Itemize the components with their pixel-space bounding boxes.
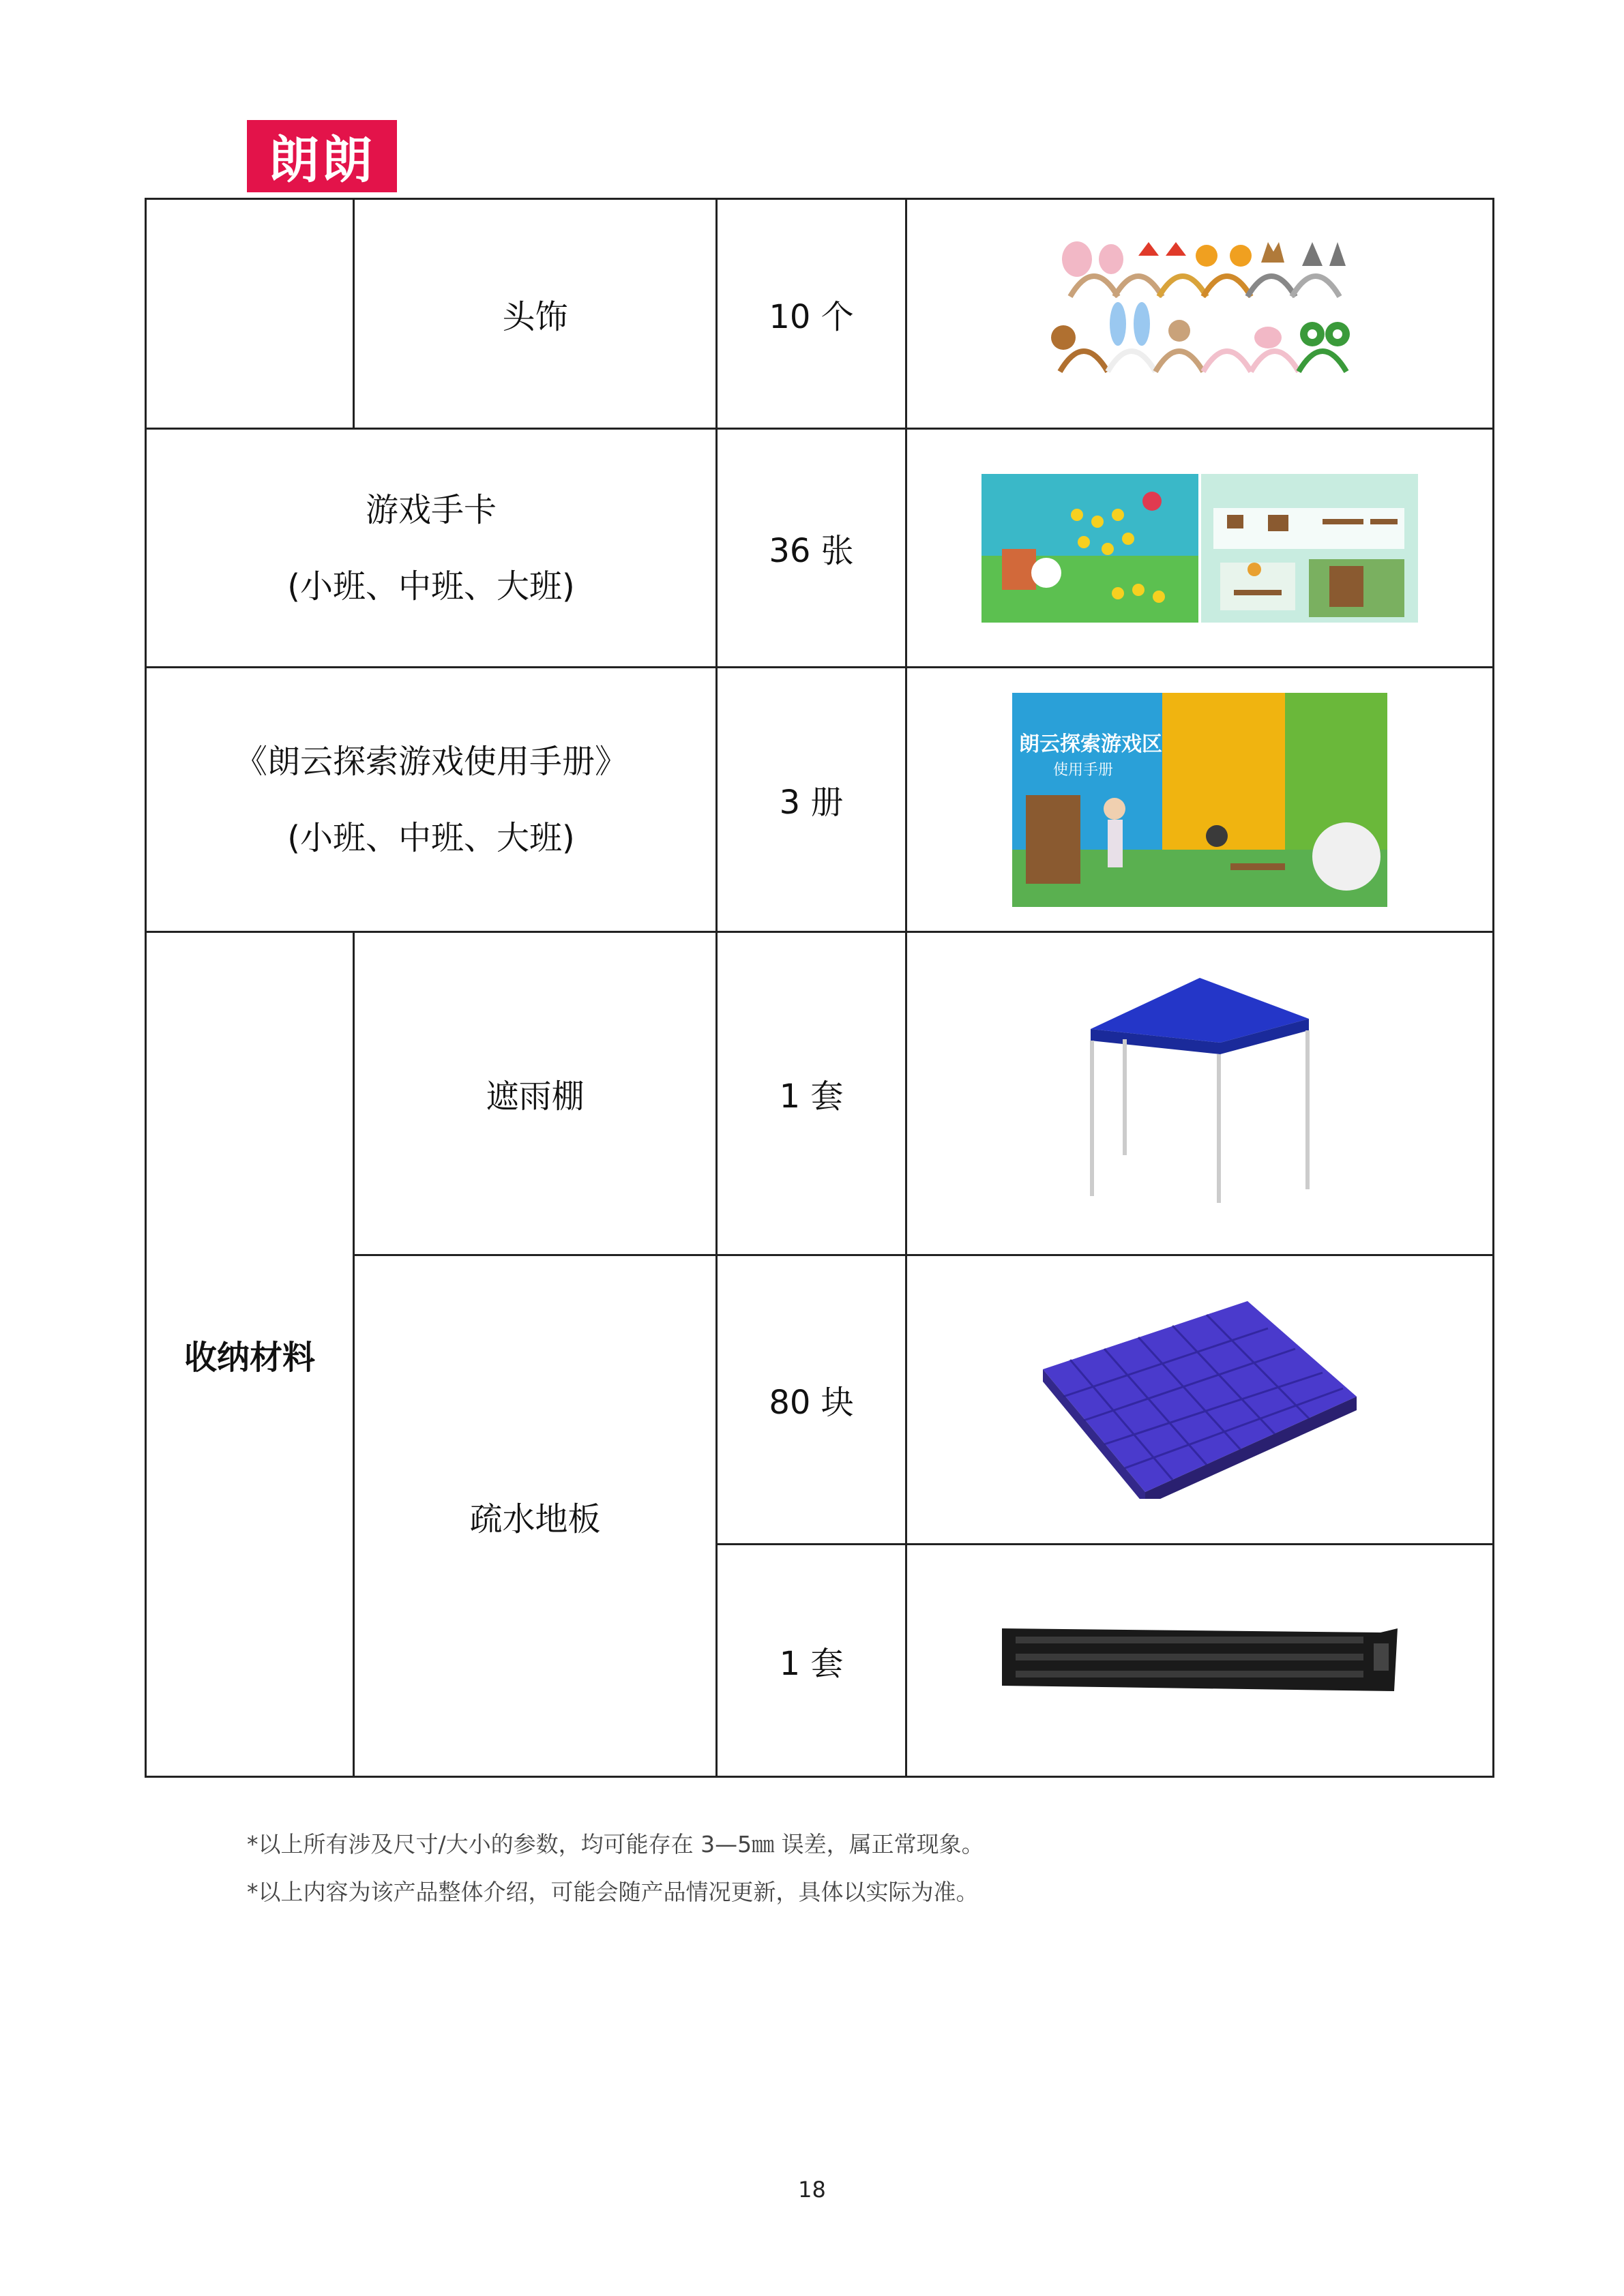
item-image-cell bbox=[906, 668, 1494, 932]
item-image-cell bbox=[906, 199, 1494, 429]
product-table bbox=[145, 198, 1494, 1778]
item-image-cell bbox=[906, 429, 1494, 668]
item-qty: 1 套 bbox=[717, 1545, 906, 1777]
table-row-cards bbox=[146, 429, 1494, 668]
item-name-cell bbox=[146, 429, 717, 668]
item-qty: 1 套 bbox=[717, 932, 906, 1255]
drainage-floor-tile-image bbox=[1043, 1301, 1357, 1499]
item-name: 《朗云探索游戏使用手册》 bbox=[234, 742, 628, 781]
footnote-1: *以上所有涉及尺寸/大小的参数，均可能存在 3—5㎜ 误差，属正常现象。 bbox=[247, 1831, 984, 1858]
category-storage: 收纳材料 bbox=[146, 932, 354, 1777]
item-qty: 80 块 bbox=[717, 1255, 906, 1545]
category-cell-empty bbox=[146, 199, 354, 429]
footnote-2: *以上内容为该产品整体介绍，可能会随产品情况更新，具体以实际为准。 bbox=[247, 1879, 979, 1905]
item-name: 游戏手卡 bbox=[365, 490, 497, 529]
item-name-cell bbox=[146, 668, 717, 932]
item-name: 疏水地板 bbox=[354, 1255, 717, 1777]
footnotes bbox=[247, 1821, 984, 1916]
item-name: 遮雨棚 bbox=[354, 932, 717, 1255]
item-name: 头饰 bbox=[354, 199, 717, 429]
item-qty: 10 个 bbox=[717, 199, 906, 429]
game-cards-image bbox=[981, 474, 1418, 623]
manual-books-image bbox=[1012, 693, 1387, 907]
book-title: 朗云探索游戏区 bbox=[1019, 732, 1162, 756]
table-row-headwear bbox=[146, 199, 1494, 429]
page-number: 18 bbox=[798, 2177, 826, 2203]
animal-headbands-image bbox=[1043, 235, 1357, 392]
table-row-canopy bbox=[146, 932, 1494, 1255]
table-row-manual bbox=[146, 668, 1494, 932]
item-subtitle: (小班、中班、大班) bbox=[287, 567, 575, 606]
floor-edge-strip-image bbox=[1002, 1623, 1398, 1698]
item-subtitle: (小班、中班、大班) bbox=[287, 818, 575, 857]
item-image-cell bbox=[906, 1545, 1494, 1777]
item-qty: 3 册 bbox=[717, 668, 906, 932]
item-image-cell bbox=[906, 932, 1494, 1255]
item-image-cell bbox=[906, 1255, 1494, 1545]
item-qty: 36 张 bbox=[717, 429, 906, 668]
canopy-tent-image bbox=[1084, 978, 1316, 1210]
book-subtitle: 使用手册 bbox=[1053, 760, 1114, 778]
brand-logo: 朗朗 bbox=[247, 120, 397, 192]
